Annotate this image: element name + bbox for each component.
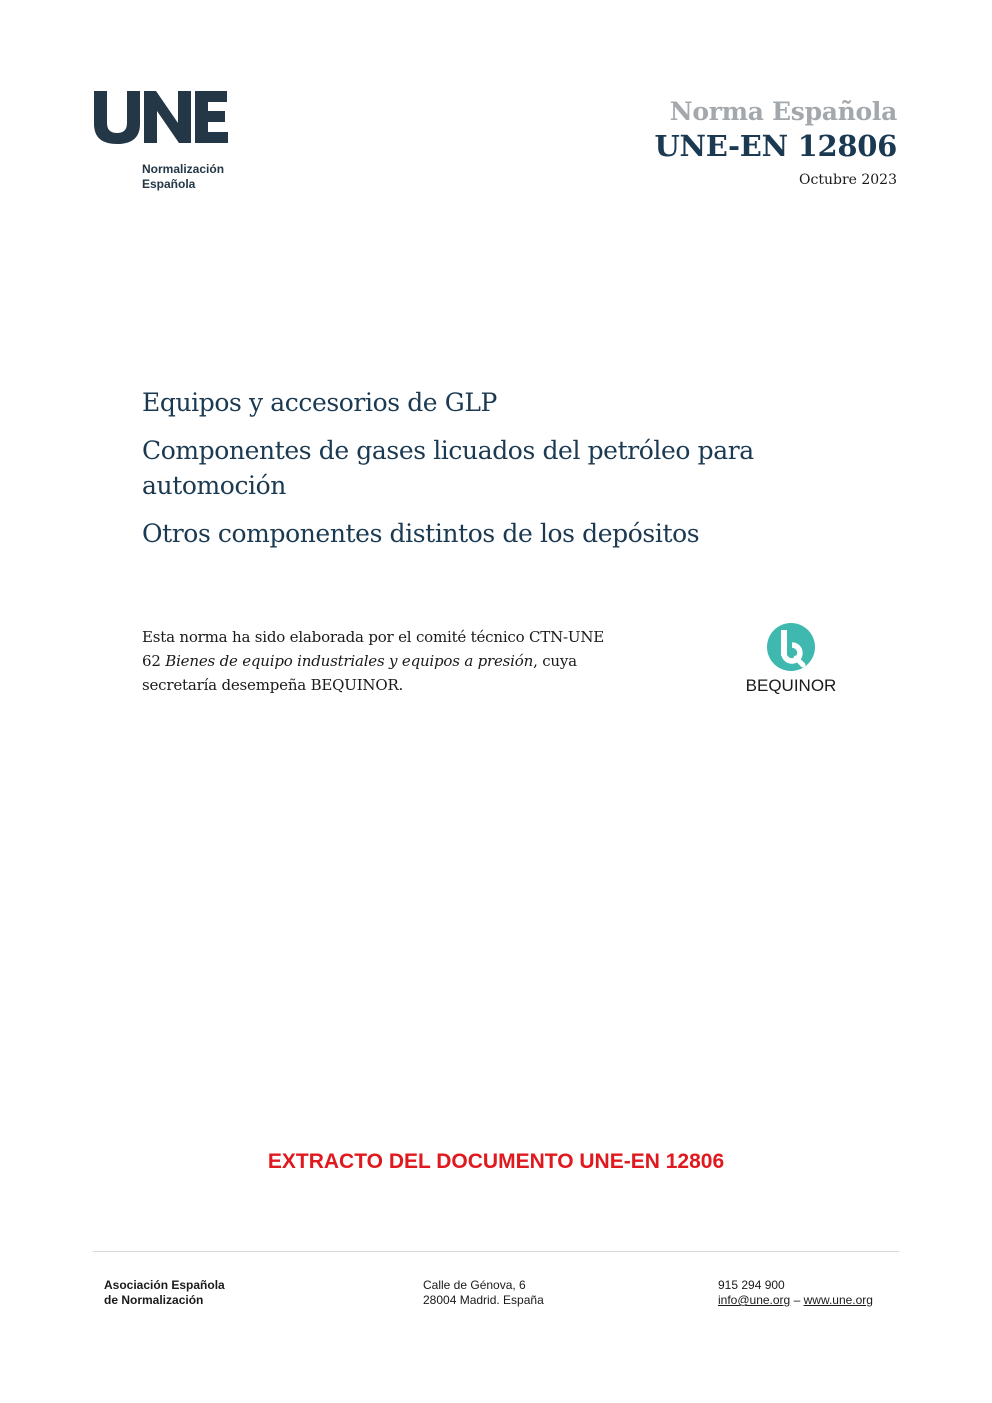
bequinor-mark-icon — [738, 620, 844, 676]
document-titles — [142, 385, 842, 564]
footer-address — [423, 1278, 544, 1308]
bequinor-logo — [738, 620, 844, 700]
norma-header — [655, 96, 897, 188]
committee-text-before: Esta norma ha sido elaborada por el comité técnico CTN-UNE 62 — [142, 628, 605, 670]
website-link[interactable]: www.une.org — [803, 1293, 873, 1307]
logo-subtitle-line-2: Española — [142, 177, 196, 191]
une-logo-subtitle — [142, 162, 224, 192]
footer-address-line-2: 28004 Madrid. España — [423, 1293, 544, 1307]
committee-statement — [142, 625, 612, 697]
footer-address-line-1: Calle de Génova, 6 — [423, 1278, 526, 1292]
footer-organization — [104, 1278, 225, 1308]
publication-date: Octubre 2023 — [799, 172, 897, 188]
footer-contact — [718, 1278, 873, 1308]
committee-text-after: , cuya secretaría desempeña BEQUINOR. — [142, 652, 577, 694]
norma-code: UNE-EN 12806 — [654, 129, 897, 163]
logo-subtitle-line-1: Normalización — [142, 162, 225, 176]
footer-divider — [93, 1251, 899, 1252]
email-link[interactable]: info@une.org — [718, 1293, 791, 1307]
footer-link-separator: – — [793, 1293, 801, 1307]
footer-phone: 915 294 900 — [718, 1278, 785, 1292]
extract-notice: EXTRACTO DEL DOCUMENTO UNE-EN 12806 — [267, 1150, 725, 1173]
title-main: Equipos y accesorios de GLP — [142, 388, 497, 417]
footer-links — [718, 1293, 873, 1308]
footer-org-line-1: Asociación Española — [104, 1278, 225, 1292]
norma-label: Norma Española — [669, 97, 897, 126]
une-logo — [92, 86, 252, 196]
une-logo-mark — [92, 86, 232, 148]
title-complementary: Componentes de gases licuados del petróleo para automoción — [142, 436, 754, 500]
title-part: Otros componentes distintos de los depósitos — [142, 519, 700, 548]
footer-org-line-2: de Normalización — [104, 1293, 204, 1307]
bequinor-name: BEQUINOR — [745, 676, 837, 695]
committee-name: Bienes de equipo industriales y equipos a presión — [165, 652, 534, 670]
